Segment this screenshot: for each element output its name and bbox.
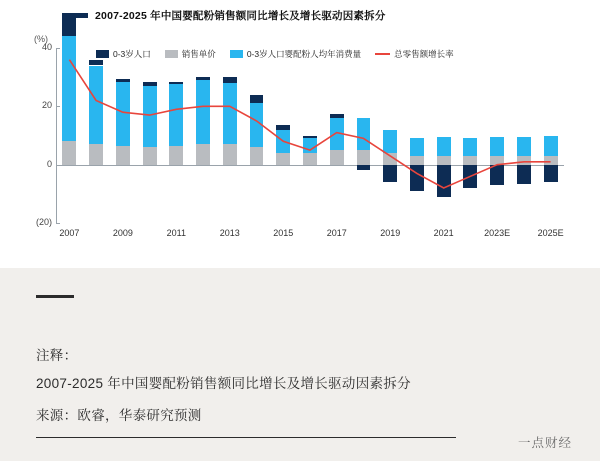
x-axis-labels — [56, 228, 564, 242]
legend-label-volume: 0-3岁人口婴配粉人均年消费量 — [246, 49, 362, 59]
y-tick-mark — [56, 223, 60, 224]
legend-label-growth: 总零售额增长率 — [394, 49, 454, 59]
x-tick-label: 2013 — [219, 228, 240, 238]
x-tick-label: 2023E — [484, 228, 511, 238]
x-tick-label: 2007 — [59, 228, 80, 238]
watermark: 一点财经 — [517, 436, 572, 450]
legend-label-price: 销售单价 — [181, 49, 216, 59]
x-tick-label: 2019 — [380, 228, 401, 238]
notes-description: 2007-2025 年中国婴配粉销售额同比增长及增长驱动因素拆分 — [36, 376, 411, 391]
x-tick-label: 2015 — [273, 228, 294, 238]
bar-segment-population — [62, 13, 76, 36]
x-tick-label: 2025E — [537, 228, 564, 238]
notes-block — [0, 268, 600, 461]
notes-label: 注释： — [36, 348, 78, 363]
chart-title-row — [62, 8, 386, 23]
y-tick-label: 40 — [41, 42, 52, 52]
notes-divider-top — [36, 295, 74, 298]
y-tick-label: 20 — [41, 100, 52, 111]
x-tick-label: 2021 — [433, 228, 454, 238]
x-tick-label: 2011 — [166, 228, 186, 238]
legend-label-population: 0-3岁人口 — [113, 49, 151, 59]
plot-area — [35, 42, 564, 227]
y-axis-unit-label: (%) — [34, 34, 48, 44]
chart-title: 2007-2025 年中国婴配粉销售额同比增长及增长驱动因素拆分 — [95, 10, 386, 22]
y-tick-label: 0 — [46, 158, 52, 169]
y-tick-label: (20) — [35, 217, 52, 227]
notes-divider-bottom — [36, 437, 456, 438]
notes-source: 来源：欧睿，华泰研究预测 — [36, 408, 202, 423]
x-tick-label: 2017 — [326, 228, 347, 238]
x-tick-label: 2009 — [112, 228, 133, 238]
growth-line-series — [56, 48, 564, 223]
